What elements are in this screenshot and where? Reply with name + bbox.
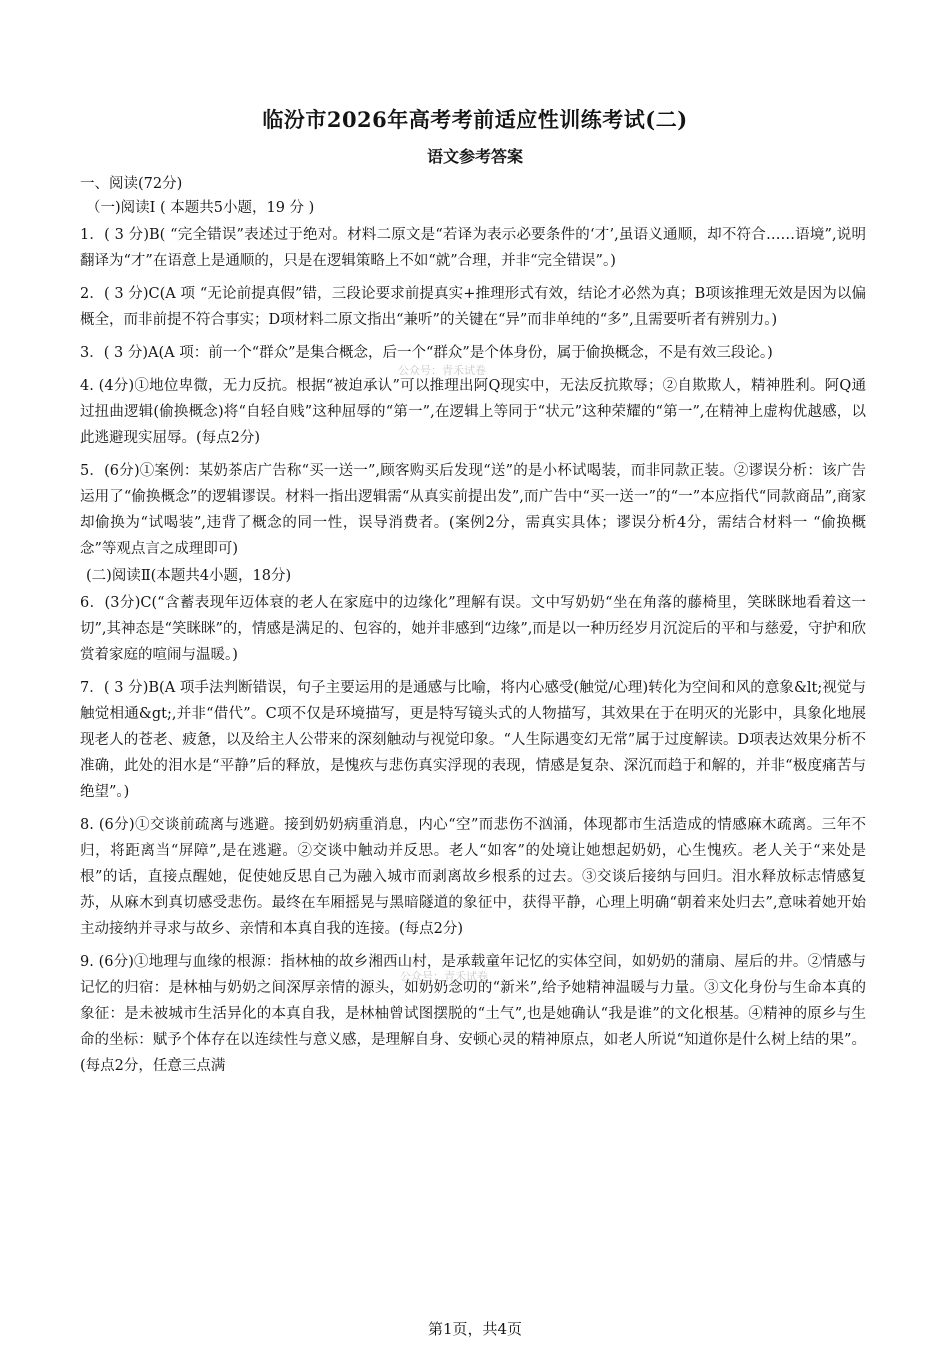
watermark-text: 公众号：青禾试卷 [398, 364, 486, 377]
answer-q8: 8. (6分)①交谈前疏离与逃避。接到奶奶病重消息，内心“空”而悲伤不汹涌，体现都市生活造成的情感麻木疏离。三年不归，将距离当“屏障”,是在逃避。②交谈中触动并反思。老人“如客”的处境让她想起奶奶，心生愧疚。老人关于“来处是根”的话，直接点醒她，促使她反思自己为融入城市而剥离故乡根系的过去。③交谈后接纳与回归。泪水释放标志情感复苏，从麻木到真切感受悲伤。最终在车厢摇晃与黑暗隧道的象征中，获得平静，心理上明确“朝着来处归去”,意味着她开始主动接纳并寻求与故乡、亲情和本真自我的连接。(每点2分) [80, 817, 866, 937]
answer-q7: 7．( 3 分)B(A 项手法判断错误，句子主要运用的是通感与比喻，将内心感受(触觉/心理)转化为空间和风的意象&lt;视觉与触觉相通&gt;,并非“借代”。C项不仅是环境描写，更是特写镜头式的人物描写，其效果在于在明灭的光影中，具象化地展现老人的苍老、疲惫，以及给主人公带来的深刻触动与视觉印象。“人生际遇变幻无常”属于过度解读。D项表达效果分析不准确，此处的泪水是“平静”后的释放，是愧疚与悲伤真实浮现的表现，情感是复杂、深沉而趋于和解的，并非“极度痛苦与绝望”。) [80, 680, 866, 800]
subsection-heading-reading-1: （一)阅读I ( 本题共5小题，19 分 ) [86, 200, 315, 216]
answer-q2: 2．( 3 分)C(A 项 “无论前提真假”错，三段论要求前提真实+推理形式有效，结论才必然为真；B项该推理无效是因为以偏概全，而非前提不符合事实；D项材料二原文指出“兼听”的关键在“异”而非单纯的“多”,且需要听者有辨别力。) [80, 286, 866, 328]
answer-content [80, 172, 866, 1086]
answer-q3: 3．( 3 分)A(A 项：前一个“群众”是集合概念，后一个“群众”是个体身份，属于偷换概念，不是有效三段论。) [80, 345, 773, 361]
answer-q1: 1．( 3 分)B( “完全错误”表述过于绝对。材料二原文是“若译为表示必要条件的‘才’,虽语义通顺，却不符合……语境”,说明翻译为“才”在语意上是通顺的，只是在逻辑策略上不如“就”合理，并非“完全错误”。) [80, 227, 866, 269]
answer-q5: 5．(6分)①案例：某奶茶店广告称“买一送一”,顾客购买后发现“送”的是小杯试喝装，而非同款正装。②谬误分析：该广告运用了“偷换概念”的逻辑谬误。材料一指出逻辑需“从真实前提出发”,而广告中“买一送一”的“一”本应指代“同款商品”,商家却偷换为“试喝装”,违背了概念的同一性，误导消费者。(案例2分，需真实具体；谬误分析4分，需结合材料一 “偷换概念”等观点言之成理即可) [80, 463, 866, 557]
page-number: 第1页，共4页 [427, 1320, 523, 1338]
page-title: 临汾市2026年高考考前适应性训练考试(二) [262, 107, 688, 132]
watermark-text: 公众号：青禾试卷 [400, 970, 488, 983]
answer-q9: 9. (6分)①地理与血缘的根源：指林柚的故乡湘西山村，是承载童年记忆的实体空间，如奶奶的蒲扇、屋后的井。②情感与记忆的归宿：是林柚与奶奶之间深厚亲情的源头，如奶奶念叨的“新米”,给予她精神温暖与力量。③文化身份与生命本真的象征：是未被城市生活异化的本真自我，是林柚曾试图摆脱的“土气”,也是她确认“我是谁”的文化根基。④精神的原乡与生命的坐标：赋予个体存在以连续性与意义感，是理解自身、安顿心灵的精神原点，如老人所说“知道你是什么树上结的果”。(每点2分，任意三点满 [80, 954, 866, 1074]
page-subtitle: 语文参考答案 [426, 147, 523, 166]
section-heading-reading: 一、阅读(72分) [80, 176, 183, 192]
answer-q4: 4. (4分)①地位卑微，无力反抗。根据“被迫承认”可以推理出阿Q现实中，无法反抗欺辱；②自欺欺人，精神胜利。阿Q通过扭曲逻辑(偷换概念)将“自轻自贱”这种屈辱的“第一”,在逻辑上等同于“状元”这种荣耀的“第一”,在精神上虚构优越感，以此逃避现实屈辱。(每点2分) [80, 378, 866, 446]
answer-q6: 6．(3分)C(“含蓄表现年迈体衰的老人在家庭中的边缘化”理解有误。文中写奶奶“坐在角落的藤椅里，笑眯眯地看着这一切”,其神态是“笑眯眯”的，情感是满足的、包容的，她并非感到“边缘”,而是以一种历经岁月沉淀后的平和与慈爱，守护和欣赏着家庭的喧闹与温暖。) [80, 595, 866, 663]
subsection-heading-reading-2: (二)阅读Ⅱ(本题共4小题，18分) [86, 568, 292, 584]
